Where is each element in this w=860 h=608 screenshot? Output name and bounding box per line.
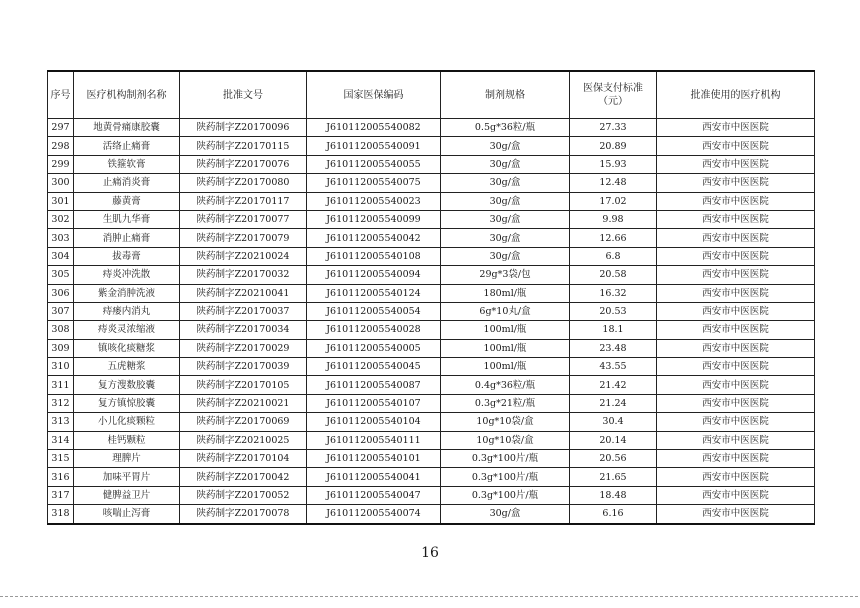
cell-price: 12.48 bbox=[570, 174, 657, 192]
cell-no: 300 bbox=[48, 174, 74, 192]
table-body bbox=[48, 119, 815, 524]
header-name: 医疗机构制剂名称 bbox=[74, 71, 180, 119]
table-row bbox=[48, 486, 815, 504]
cell-price: 21.42 bbox=[570, 376, 657, 394]
cell-price: 15.93 bbox=[570, 155, 657, 173]
cell-spec: 100ml/瓶 bbox=[441, 339, 570, 357]
cell-code: J610112005540075 bbox=[307, 174, 441, 192]
cell-code: J610112005540107 bbox=[307, 394, 441, 412]
table-row bbox=[48, 376, 815, 394]
table-row bbox=[48, 174, 815, 192]
cell-name: 痔炎冲洗散 bbox=[74, 266, 180, 284]
cell-spec: 10g*10袋/盒 bbox=[441, 431, 570, 449]
header-spec: 制剂规格 bbox=[441, 71, 570, 119]
cell-code: J610112005540091 bbox=[307, 137, 441, 155]
cell-no: 302 bbox=[48, 210, 74, 228]
cell-approval: 陕药制字Z20170069 bbox=[180, 413, 307, 431]
cell-approval: 陕药制字Z20170076 bbox=[180, 155, 307, 173]
cell-spec: 0.3g*21粒/瓶 bbox=[441, 394, 570, 412]
cell-institution: 西安市中医医院 bbox=[657, 284, 815, 302]
cell-name: 拔毒膏 bbox=[74, 247, 180, 265]
cell-name: 桂钙颗粒 bbox=[74, 431, 180, 449]
cell-institution: 西安市中医医院 bbox=[657, 394, 815, 412]
cell-name: 复方镇惊胶囊 bbox=[74, 394, 180, 412]
cell-institution: 西安市中医医院 bbox=[657, 339, 815, 357]
cell-price: 18.1 bbox=[570, 321, 657, 339]
cell-name: 健脾益卫片 bbox=[74, 486, 180, 504]
cell-institution: 西安市中医医院 bbox=[657, 505, 815, 524]
cell-institution: 西安市中医医院 bbox=[657, 137, 815, 155]
cell-spec: 100ml/瓶 bbox=[441, 358, 570, 376]
cell-name: 消肿止痛膏 bbox=[74, 229, 180, 247]
cell-spec: 30g/盒 bbox=[441, 505, 570, 524]
cell-approval: 陕药制字Z20170080 bbox=[180, 174, 307, 192]
cell-spec: 0.5g*36粒/瓶 bbox=[441, 119, 570, 137]
cell-institution: 西安市中医医院 bbox=[657, 376, 815, 394]
table-row bbox=[48, 229, 815, 247]
cell-spec: 30g/盒 bbox=[441, 229, 570, 247]
cell-price: 18.48 bbox=[570, 486, 657, 504]
cell-approval: 陕药制字Z20170078 bbox=[180, 505, 307, 524]
cell-approval: 陕药制字Z20170096 bbox=[180, 119, 307, 137]
cell-approval: 陕药制字Z20170105 bbox=[180, 376, 307, 394]
cell-name: 地黄骨痛康胶囊 bbox=[74, 119, 180, 137]
bottom-divider bbox=[0, 596, 860, 597]
cell-code: J610112005540124 bbox=[307, 284, 441, 302]
cell-name: 紫金消肿洗液 bbox=[74, 284, 180, 302]
table-row bbox=[48, 431, 815, 449]
table-row bbox=[48, 119, 815, 137]
cell-spec: 180ml/瓶 bbox=[441, 284, 570, 302]
cell-institution: 西安市中医医院 bbox=[657, 431, 815, 449]
table-row bbox=[48, 210, 815, 228]
cell-name: 痔瘘内消丸 bbox=[74, 302, 180, 320]
cell-approval: 陕药制字Z20210041 bbox=[180, 284, 307, 302]
cell-institution: 西安市中医医院 bbox=[657, 358, 815, 376]
table-header bbox=[48, 71, 815, 119]
cell-code: J610112005540054 bbox=[307, 302, 441, 320]
table-row bbox=[48, 284, 815, 302]
cell-spec: 0.3g*100片/瓶 bbox=[441, 468, 570, 486]
cell-no: 298 bbox=[48, 137, 74, 155]
cell-institution: 西安市中医医院 bbox=[657, 210, 815, 228]
header-price-line1: 医保支付标准 bbox=[583, 83, 643, 94]
cell-code: J610112005540045 bbox=[307, 358, 441, 376]
cell-name: 理脾片 bbox=[74, 450, 180, 468]
cell-name: 藤黄膏 bbox=[74, 192, 180, 210]
cell-institution: 西安市中医医院 bbox=[657, 229, 815, 247]
cell-name: 止痛消炎膏 bbox=[74, 174, 180, 192]
cell-approval: 陕药制字Z20170034 bbox=[180, 321, 307, 339]
cell-price: 12.66 bbox=[570, 229, 657, 247]
cell-price: 27.33 bbox=[570, 119, 657, 137]
header-no: 序号 bbox=[48, 71, 74, 119]
cell-name: 活络止痛膏 bbox=[74, 137, 180, 155]
table-row bbox=[48, 450, 815, 468]
cell-price: 20.14 bbox=[570, 431, 657, 449]
cell-no: 315 bbox=[48, 450, 74, 468]
cell-institution: 西安市中医医院 bbox=[657, 174, 815, 192]
cell-spec: 30g/盒 bbox=[441, 137, 570, 155]
cell-approval: 陕药制字Z20170052 bbox=[180, 486, 307, 504]
cell-no: 297 bbox=[48, 119, 74, 137]
cell-code: J610112005540099 bbox=[307, 210, 441, 228]
cell-no: 308 bbox=[48, 321, 74, 339]
cell-spec: 29g*3袋/包 bbox=[441, 266, 570, 284]
cell-institution: 西安市中医医院 bbox=[657, 486, 815, 504]
cell-code: J610112005540082 bbox=[307, 119, 441, 137]
cell-price: 20.58 bbox=[570, 266, 657, 284]
table-row bbox=[48, 505, 815, 524]
cell-institution: 西安市中医医院 bbox=[657, 247, 815, 265]
cell-approval: 陕药制字Z20170117 bbox=[180, 192, 307, 210]
cell-price: 23.48 bbox=[570, 339, 657, 357]
cell-spec: 6g*10丸/盒 bbox=[441, 302, 570, 320]
cell-no: 314 bbox=[48, 431, 74, 449]
cell-name: 加味平胃片 bbox=[74, 468, 180, 486]
page-number: 16 bbox=[421, 545, 439, 561]
cell-code: J610112005540023 bbox=[307, 192, 441, 210]
cell-code: J610112005540108 bbox=[307, 247, 441, 265]
cell-approval: 陕药制字Z20170029 bbox=[180, 339, 307, 357]
cell-price: 6.8 bbox=[570, 247, 657, 265]
cell-code: J610112005540047 bbox=[307, 486, 441, 504]
cell-spec: 30g/盒 bbox=[441, 247, 570, 265]
cell-price: 9.98 bbox=[570, 210, 657, 228]
table-row bbox=[48, 302, 815, 320]
cell-code: J610112005540055 bbox=[307, 155, 441, 173]
table-row bbox=[48, 266, 815, 284]
cell-approval: 陕药制字Z20170104 bbox=[180, 450, 307, 468]
table-row bbox=[48, 247, 815, 265]
cell-approval: 陕药制字Z20210025 bbox=[180, 431, 307, 449]
cell-no: 316 bbox=[48, 468, 74, 486]
table-row bbox=[48, 468, 815, 486]
header-code: 国家医保编码 bbox=[307, 71, 441, 119]
cell-name: 铁箍软膏 bbox=[74, 155, 180, 173]
cell-institution: 西安市中医医院 bbox=[657, 321, 815, 339]
header-price-line2: （元） bbox=[598, 96, 628, 107]
cell-approval: 陕药制字Z20170032 bbox=[180, 266, 307, 284]
table-row bbox=[48, 413, 815, 431]
table-row bbox=[48, 137, 815, 155]
cell-price: 21.65 bbox=[570, 468, 657, 486]
cell-approval: 陕药制字Z20170115 bbox=[180, 137, 307, 155]
cell-approval: 陕药制字Z20170079 bbox=[180, 229, 307, 247]
cell-price: 20.53 bbox=[570, 302, 657, 320]
cell-approval: 陕药制字Z20170042 bbox=[180, 468, 307, 486]
table-row bbox=[48, 339, 815, 357]
cell-institution: 西安市中医医院 bbox=[657, 450, 815, 468]
cell-code: J610112005540074 bbox=[307, 505, 441, 524]
cell-code: J610112005540104 bbox=[307, 413, 441, 431]
cell-approval: 陕药制字Z20210021 bbox=[180, 394, 307, 412]
cell-name: 镇咳化痰糖浆 bbox=[74, 339, 180, 357]
header-row bbox=[48, 71, 815, 119]
cell-no: 313 bbox=[48, 413, 74, 431]
cell-code: J610112005540041 bbox=[307, 468, 441, 486]
cell-name: 小儿化痰颗粒 bbox=[74, 413, 180, 431]
cell-spec: 30g/盒 bbox=[441, 174, 570, 192]
cell-name: 痔炎灵浓缩液 bbox=[74, 321, 180, 339]
cell-no: 311 bbox=[48, 376, 74, 394]
cell-spec: 30g/盒 bbox=[441, 210, 570, 228]
cell-name: 复方溲数胶囊 bbox=[74, 376, 180, 394]
cell-no: 305 bbox=[48, 266, 74, 284]
cell-price: 30.4 bbox=[570, 413, 657, 431]
table-row bbox=[48, 394, 815, 412]
cell-price: 16.32 bbox=[570, 284, 657, 302]
header-institution: 批准使用的医疗机构 bbox=[657, 71, 815, 119]
cell-institution: 西安市中医医院 bbox=[657, 192, 815, 210]
cell-code: J610112005540111 bbox=[307, 431, 441, 449]
cell-approval: 陕药制字Z20170077 bbox=[180, 210, 307, 228]
cell-institution: 西安市中医医院 bbox=[657, 266, 815, 284]
cell-no: 304 bbox=[48, 247, 74, 265]
cell-no: 318 bbox=[48, 505, 74, 524]
table-row bbox=[48, 358, 815, 376]
cell-spec: 30g/盒 bbox=[441, 155, 570, 173]
cell-spec: 0.4g*36粒/瓶 bbox=[441, 376, 570, 394]
cell-price: 20.56 bbox=[570, 450, 657, 468]
cell-approval: 陕药制字Z20170039 bbox=[180, 358, 307, 376]
cell-name: 生肌九华膏 bbox=[74, 210, 180, 228]
cell-spec: 100ml/瓶 bbox=[441, 321, 570, 339]
cell-no: 303 bbox=[48, 229, 74, 247]
cell-no: 310 bbox=[48, 358, 74, 376]
cell-no: 299 bbox=[48, 155, 74, 173]
cell-name: 咳喘止泻膏 bbox=[74, 505, 180, 524]
cell-institution: 西安市中医医院 bbox=[657, 302, 815, 320]
cell-spec: 30g/盒 bbox=[441, 192, 570, 210]
cell-price: 20.89 bbox=[570, 137, 657, 155]
cell-code: J610112005540101 bbox=[307, 450, 441, 468]
cell-no: 301 bbox=[48, 192, 74, 210]
cell-no: 312 bbox=[48, 394, 74, 412]
cell-institution: 西安市中医医院 bbox=[657, 119, 815, 137]
table-row bbox=[48, 321, 815, 339]
cell-price: 43.55 bbox=[570, 358, 657, 376]
cell-code: J610112005540042 bbox=[307, 229, 441, 247]
cell-no: 309 bbox=[48, 339, 74, 357]
cell-code: J610112005540028 bbox=[307, 321, 441, 339]
cell-name: 五虎糖浆 bbox=[74, 358, 180, 376]
cell-code: J610112005540087 bbox=[307, 376, 441, 394]
cell-spec: 10g*10袋/盒 bbox=[441, 413, 570, 431]
cell-price: 6.16 bbox=[570, 505, 657, 524]
table-row bbox=[48, 192, 815, 210]
cell-price: 21.24 bbox=[570, 394, 657, 412]
cell-no: 317 bbox=[48, 486, 74, 504]
cell-approval: 陕药制字Z20210024 bbox=[180, 247, 307, 265]
cell-spec: 0.3g*100片/瓶 bbox=[441, 486, 570, 504]
table-row bbox=[48, 155, 815, 173]
header-approval: 批准文号 bbox=[180, 71, 307, 119]
cell-institution: 西安市中医医院 bbox=[657, 468, 815, 486]
cell-price: 17.02 bbox=[570, 192, 657, 210]
cell-institution: 西安市中医医院 bbox=[657, 155, 815, 173]
cell-no: 306 bbox=[48, 284, 74, 302]
header-price bbox=[570, 71, 657, 119]
cell-code: J610112005540094 bbox=[307, 266, 441, 284]
cell-code: J610112005540005 bbox=[307, 339, 441, 357]
cell-no: 307 bbox=[48, 302, 74, 320]
cell-approval: 陕药制字Z20170037 bbox=[180, 302, 307, 320]
cell-institution: 西安市中医医院 bbox=[657, 413, 815, 431]
cell-spec: 0.3g*100片/瓶 bbox=[441, 450, 570, 468]
drug-table bbox=[47, 70, 815, 525]
